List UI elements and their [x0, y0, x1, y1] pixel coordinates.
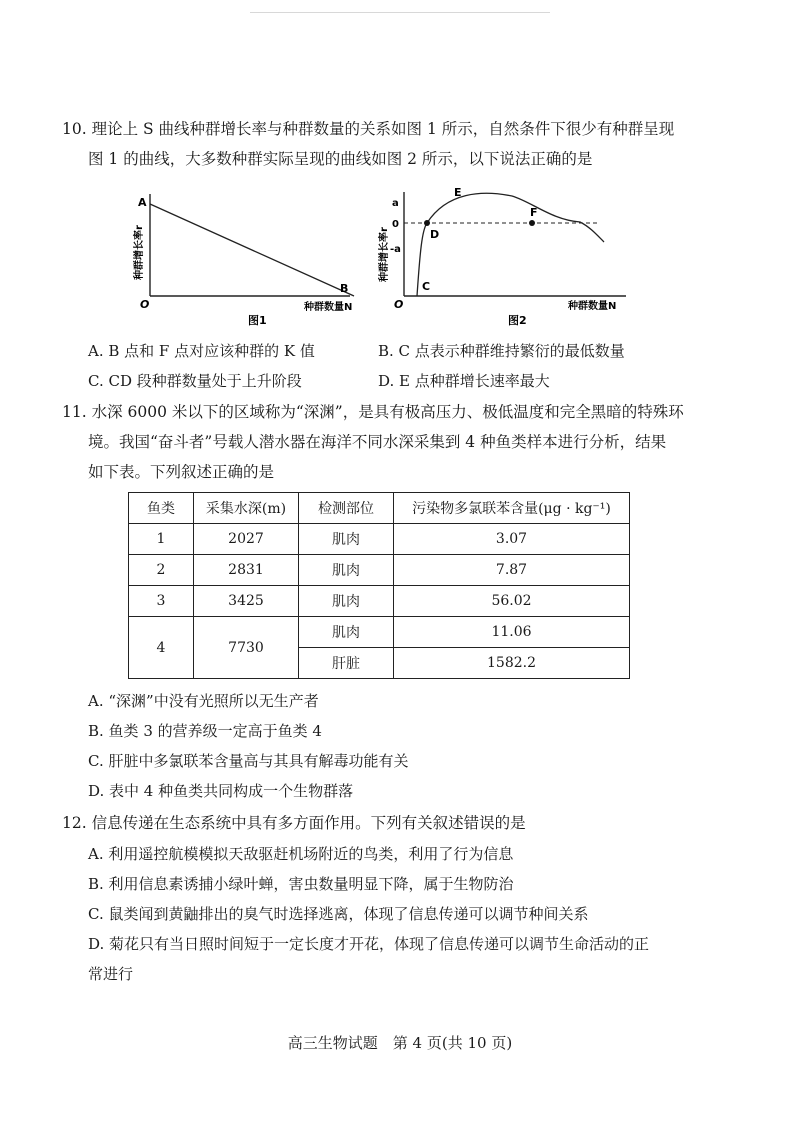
cell-part: 肌肉	[299, 524, 394, 555]
cell-depth: 2831	[194, 555, 299, 586]
table-row	[129, 555, 630, 586]
cell-value: 7.87	[394, 555, 630, 586]
fig1-point-a: A	[138, 196, 147, 209]
cell-depth: 7730	[194, 617, 299, 679]
q12-option-d-line2: 常进行	[88, 965, 134, 983]
page-footer: 高三生物试题 第 4 页(共 10 页)	[287, 1034, 513, 1052]
fig2-curve	[417, 193, 604, 296]
cell-fish: 1	[129, 524, 194, 555]
figure-2	[372, 182, 632, 332]
cell-part: 肌肉	[299, 617, 394, 648]
table-row	[129, 524, 630, 555]
q12-option-b: B. 利用信息素诱捕小绿叶蝉，害虫数量明显下降，属于生物防治	[88, 875, 514, 893]
cell-fish: 3	[129, 586, 194, 617]
fig1-y-label: 种群增长率r	[134, 225, 145, 280]
cell-fish: 2	[129, 555, 194, 586]
fig2-x-label: 种群数量N	[568, 301, 617, 312]
fig2-point-d-dot	[424, 220, 430, 226]
fig2-tick-a: a	[392, 198, 399, 209]
figure-1	[128, 186, 358, 331]
header-fish: 鱼类	[129, 493, 194, 524]
fig2-caption: 图2	[508, 314, 527, 327]
fig2-origin: O	[394, 298, 404, 311]
q10-option-b: B. C 点表示种群维持繁衍的最低数量	[378, 342, 625, 360]
q12-option-d-line1: D. 菊花只有当日照时间短于一定长度才开花，体现了信息传递可以调节生命活动的正	[88, 935, 650, 953]
cell-part: 肌肉	[299, 586, 394, 617]
table-row	[129, 586, 630, 617]
q10-option-a: A. B 点和 F 点对应该种群的 K 值	[88, 342, 315, 360]
cell-value: 56.02	[394, 586, 630, 617]
table-row	[129, 617, 630, 648]
q11-option-d: D. 表中 4 种鱼类共同构成一个生物群落	[88, 782, 354, 800]
q11-option-c: C. 肝脏中多氯联苯含量高与其具有解毒功能有关	[88, 752, 409, 770]
fig2-point-e: E	[454, 186, 462, 199]
fig2-point-c: C	[422, 280, 431, 293]
q10-option-c: C. CD 段种群数量处于上升阶段	[88, 372, 302, 390]
cell-depth: 3425	[194, 586, 299, 617]
fig1-curve	[150, 204, 354, 296]
fig1-caption: 图1	[248, 314, 267, 327]
q12-stem: 12. 信息传递在生态系统中具有多方面作用。下列有关叙述错误的是	[62, 814, 526, 832]
fig2-y-label: 种群增长率r	[379, 227, 390, 282]
fig2-point-f: F	[530, 206, 538, 219]
fig1-x-label: 种群数量N	[304, 302, 353, 313]
fig2-point-d: D	[430, 228, 440, 241]
header-depth: 采集水深(m)	[194, 493, 299, 524]
q11-stem-line3: 如下表。下列叙述正确的是	[88, 463, 275, 481]
fig1-point-b: B	[340, 282, 349, 295]
q10-stem-line2: 图 1 的曲线，大多数种群实际呈现的曲线如图 2 所示，以下说法正确的是	[88, 150, 593, 168]
fig2-tick-0: 0	[392, 219, 399, 230]
q11-stem-line1: 11. 水深 6000 米以下的区域称为“深渊”，是具有极高压力、极低温度和完全黑暗的特殊环	[62, 403, 684, 421]
q11-option-b: B. 鱼类 3 的营养级一定高于鱼类 4	[88, 722, 322, 740]
cell-fish: 4	[129, 617, 194, 679]
fig1-origin: O	[140, 298, 150, 311]
cell-value: 1582.2	[394, 648, 630, 679]
q11-option-a: A. “深渊”中没有光照所以无生产者	[88, 692, 319, 710]
cell-value: 11.06	[394, 617, 630, 648]
cell-part: 肝脏	[299, 648, 394, 679]
q10-option-d: D. E 点种群增长速率最大	[378, 372, 550, 390]
top-rule	[250, 12, 550, 13]
q12-option-c: C. 鼠类闻到黄鼬排出的臭气时选择逃离，体现了信息传递可以调节种间关系	[88, 905, 589, 923]
q11-stem-line2: 境。我国“奋斗者”号载人潜水器在海洋不同水深采集到 4 种鱼类样本进行分析，结果	[88, 433, 667, 451]
fish-pcb-table	[128, 492, 630, 679]
cell-depth: 2027	[194, 524, 299, 555]
q12-option-a: A. 利用遥控航模模拟天敌驱赶机场附近的鸟类，利用了行为信息	[88, 845, 514, 863]
table-header-row	[129, 493, 630, 524]
cell-value: 3.07	[394, 524, 630, 555]
cell-part: 肌肉	[299, 555, 394, 586]
header-value: 污染物多氯联苯含量(μg · kg⁻¹)	[394, 493, 630, 524]
fig2-tick-neg-a: -a	[390, 244, 401, 255]
q10-stem-line1: 10. 理论上 S 曲线种群增长率与种群数量的关系如图 1 所示，自然条件下很少有种群呈现	[62, 120, 675, 138]
header-part: 检测部位	[299, 493, 394, 524]
fig2-point-f-dot	[529, 220, 535, 226]
